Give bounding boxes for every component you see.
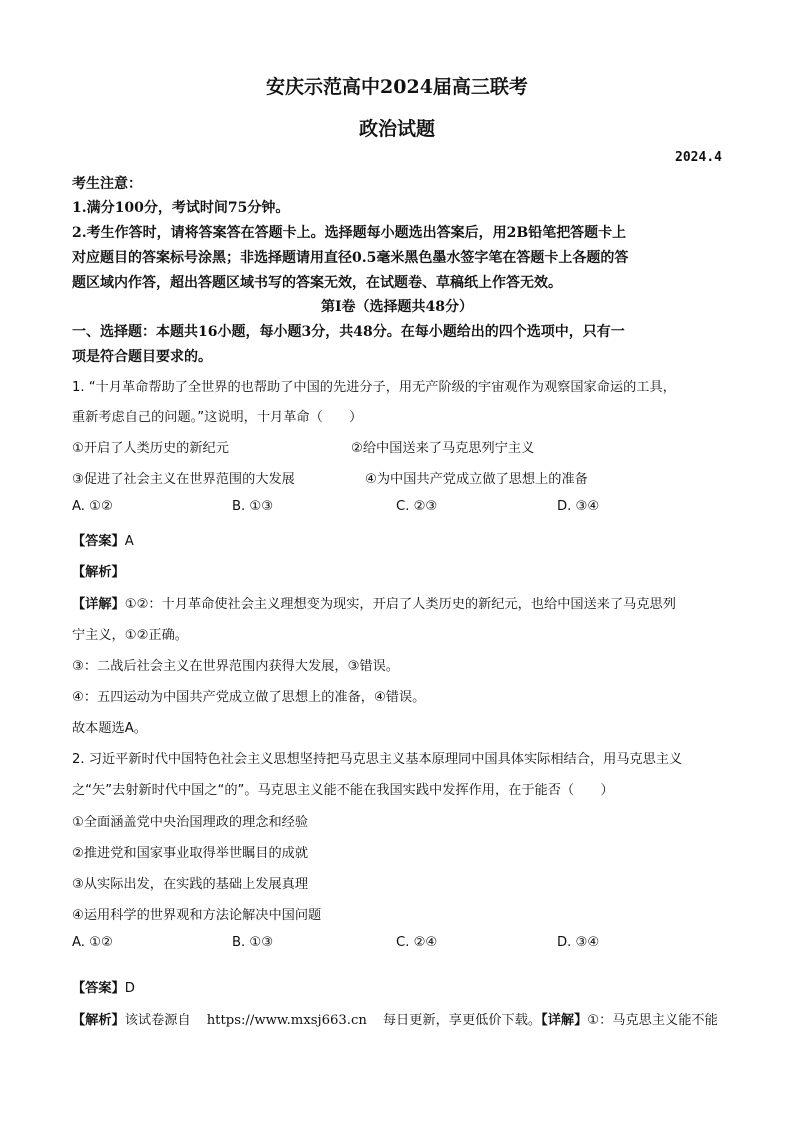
q2-stem-a: 2. 习近平新时代中国特色社会主义思想坚持把马克思主义基本原理同中国具体实际相结合，用马克思主义 <box>72 752 683 767</box>
source-text: 该试卷源自 <box>124 1013 191 1028</box>
q1-option-c: C. ②③ <box>396 499 438 514</box>
section-intro-a: 一、选择题：本题共16小题，每小题3分，共48分。在每小题给出的四个选项中，只有一 <box>72 324 625 340</box>
q1-option-b: B. ①③ <box>232 499 274 514</box>
q1-statement-1: ①开启了人类历史的新纪元 <box>72 441 229 456</box>
notice-line-1: 1.满分100分，考试时间75分钟。 <box>72 200 290 216</box>
q2-statement-4: ④运用科学的世界观和方法论解决中国问题 <box>72 908 322 923</box>
answer-tag: 【答案】 <box>72 981 125 996</box>
q1-option-d: D. ③④ <box>557 499 600 514</box>
q1-detail-line-1 <box>72 593 676 612</box>
notice-line-2a: 2.考生作答时，请将答案答在答题卡上。选择题每小题选出答案后，用2B铅笔把答题卡上 <box>72 225 627 241</box>
source-link[interactable]: https://www.mxsj663.cn <box>206 1013 367 1028</box>
q2-statement-2: ②推进党和国家事业取得举世瞩目的成就 <box>72 846 309 861</box>
q2-statement-3: ③从实际出发，在实践的基础上发展真理 <box>72 877 309 892</box>
answer-value: D <box>124 981 135 996</box>
q1-detail-line-5: 故本题选A。 <box>72 721 147 736</box>
exam-date: 2024.4 <box>675 150 722 165</box>
q2-analysis-line <box>72 1009 718 1028</box>
notice-line-2c: 题区域内作答，超出答题区域书写的答案无效，在试题卷、草稿纸上作答无效。 <box>72 275 562 291</box>
q2-stem-b: 之“矢”去射新时代中国之“的”。马克思主义能不能在我国实践中发挥作用，在于能否（ ） <box>72 783 614 798</box>
q2-option-a: A. ①② <box>72 935 113 950</box>
notice-line-2b: 对应题目的答案标号涂黑；非选择题请用直径0.5毫米黑色墨水签字笔在答题卡上各题的答 <box>72 250 629 266</box>
detail-text: ①②：十月革命使社会主义理想变为现实，开启了人类历史的新纪元，也给中国送来了马克思列 <box>124 597 676 612</box>
q1-answer <box>72 530 134 549</box>
q1-detail-line-3: ③：二战后社会主义在世界范围内获得大发展，③错误。 <box>72 659 399 674</box>
section-title: 第Ⅰ卷（选择题共48分） <box>320 299 474 315</box>
q1-stem-b: 重新考虑自己的问题。”这说明，十月革命（ ） <box>72 410 363 425</box>
answer-tag: 【答案】 <box>72 534 125 549</box>
exam-title: 安庆示范高中2024届高三联考 <box>266 76 528 98</box>
q2-option-d: D. ③④ <box>557 935 600 950</box>
detail-tag: 【详解】 <box>72 597 125 612</box>
q2-option-b: B. ①③ <box>232 935 274 950</box>
exam-subject: 政治试题 <box>358 118 435 140</box>
detail-tag: 【详解】 <box>541 1013 588 1028</box>
q2-option-c: C. ②④ <box>396 935 438 950</box>
q1-statement-2: ②给中国送来了马克思列宁主义 <box>351 441 535 456</box>
q1-analysis-tag <box>72 561 125 580</box>
q2-answer <box>72 977 135 996</box>
detail-text: ①：马克思主义能不能 <box>587 1013 718 1028</box>
source-tail: 每日更新，享更低价下载。 <box>382 1013 542 1028</box>
q1-statement-4: ④为中国共产党成立做了思想上的准备 <box>365 472 588 487</box>
notice-heading: 考生注意： <box>72 176 142 192</box>
answer-value: A <box>124 534 134 549</box>
analysis-tag: 【解析】 <box>72 565 125 580</box>
q1-statement-3: ③促进了社会主义在世界范围的大发展 <box>72 472 295 487</box>
q2-statement-1: ①全面涵盖党中央治国理政的理念和经验 <box>72 815 309 830</box>
analysis-tag: 【解析】 <box>72 1013 125 1028</box>
section-intro-b: 项是符合题目要求的。 <box>72 349 212 365</box>
q1-option-a: A. ①② <box>72 499 113 514</box>
q1-detail-line-2: 宁主义，①②正确。 <box>72 628 188 643</box>
q1-stem-a: 1. “十月革命帮助了全世界的也帮助了中国的先进分子，用无产阶级的宇宙观作为观察国家命运的工具， <box>72 380 676 395</box>
q1-detail-line-4: ④：五四运动为中国共产党成立做了思想上的准备，④错误。 <box>72 690 426 705</box>
